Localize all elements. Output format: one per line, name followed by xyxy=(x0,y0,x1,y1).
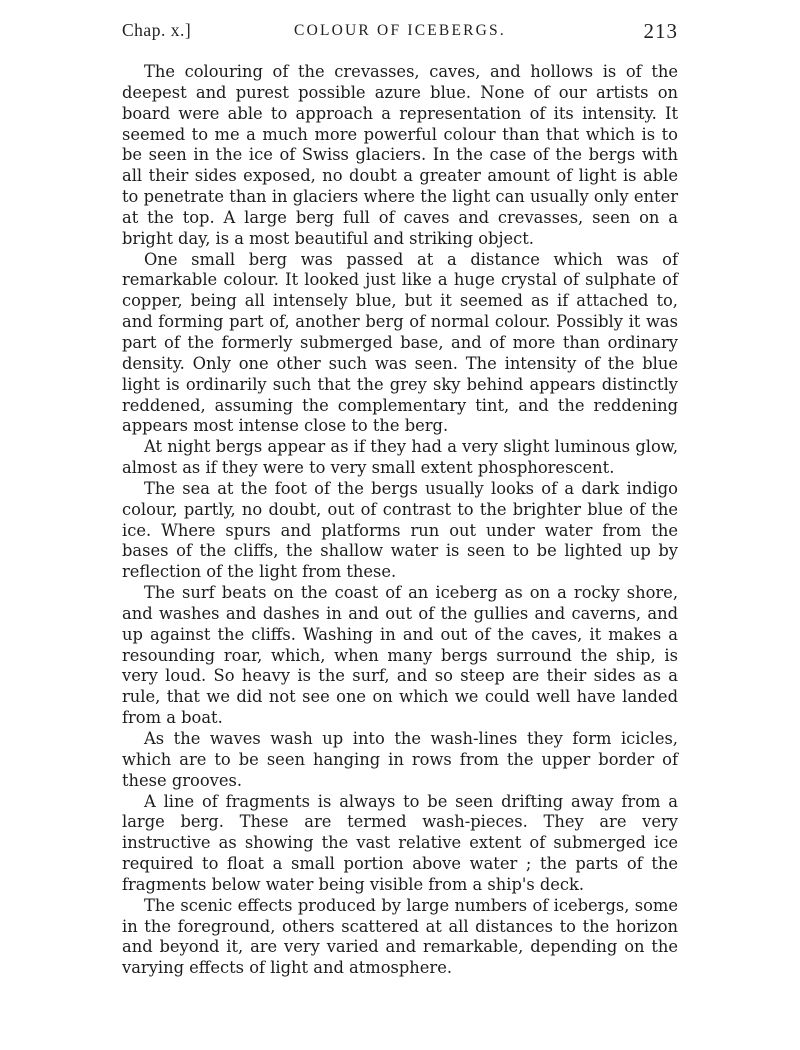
paragraph-crevasse-colour: The colouring of the crevasses, caves, and hollows is of the deepest and purest possible azure blue. None of our artists on board were able to approach a representation of its intensity. It seemed to me a much more powerful colour than that which is to be seen in the ice of Swiss glaciers. In the case of the bergs with all their sides exposed, no doubt a greater amount of light is able to penetrate than in glaciers where the light can usually only enter at the top. A large berg full of caves and crevasses, seen on a bright day, is a most beautiful and striking object. xyxy=(122,62,678,248)
paragraph-wash-pieces: A line of fragments is always to be seen drifting away from a large berg. These are termed wash-pieces. They are very instructive as showing the vast relative extent of submerged ice required to float a small portion above water ; the parts of the fragments below water being visible from a ship's deck. xyxy=(122,791,678,894)
page-number: 213 xyxy=(643,19,678,43)
paragraph-sea-colour: The sea at the foot of the bergs usually looks of a dark indigo colour, partly, no doubt, out of contrast to the brighter blue of the ice. Where spurs and platforms run out under water from the bases of the cliffs, the shallow water is seen to be lighted up by reflection of the light from these. xyxy=(122,478,678,582)
paragraph-scenic-effects: The scenic effects produced by large numbers of icebergs, some in the foreground, others scattered at all distances to the horizon and beyond it, are very varied and remarkable, depending on the varying effects of light and atmosphere. xyxy=(122,895,678,978)
running-head xyxy=(122,19,678,47)
paragraph-blue-berg: One small berg was passed at a distance which was of remarkable colour. It looked just like a huge crystal of sulphate of copper, being all intensely blue, but it seemed as if attached to, and forming part of, another berg of normal colour. Possibly it was part of the formerly submerged base, and of more than ordinary density. Only one other such was seen. The intensity of the blue light is ordinarily such that the grey sky behind appears distinctly reddened, assuming the complementary tint, and the reddening appears most intense close to the berg. xyxy=(122,249,678,436)
paragraph-surf: The surf beats on the coast of an iceberg as on a rocky shore, and washes and dashes in and out of the gullies and caverns, and up against the cliffs. Washing in and out of the caves, it makes a resounding roar, which, when many bergs surround the ship, is very loud. So heavy is the surf, and so steep are their sides as a rule, that we did not see one on which we could well have landed from a boat. xyxy=(122,583,678,728)
paragraph-night-glow: At night bergs appear as if they had a very slight luminous glow, almost as if they were to very small extent phosphorescent. xyxy=(122,437,678,478)
body-text xyxy=(122,62,678,979)
chapter-label: Chap. x.] xyxy=(122,20,192,40)
page-title: COLOUR OF ICEBERGS. xyxy=(294,22,506,39)
paragraph-icicles: As the waves wash up into the wash-lines they form icicles, which are to be seen hanging in rows from the upper border of these grooves. xyxy=(122,729,678,790)
